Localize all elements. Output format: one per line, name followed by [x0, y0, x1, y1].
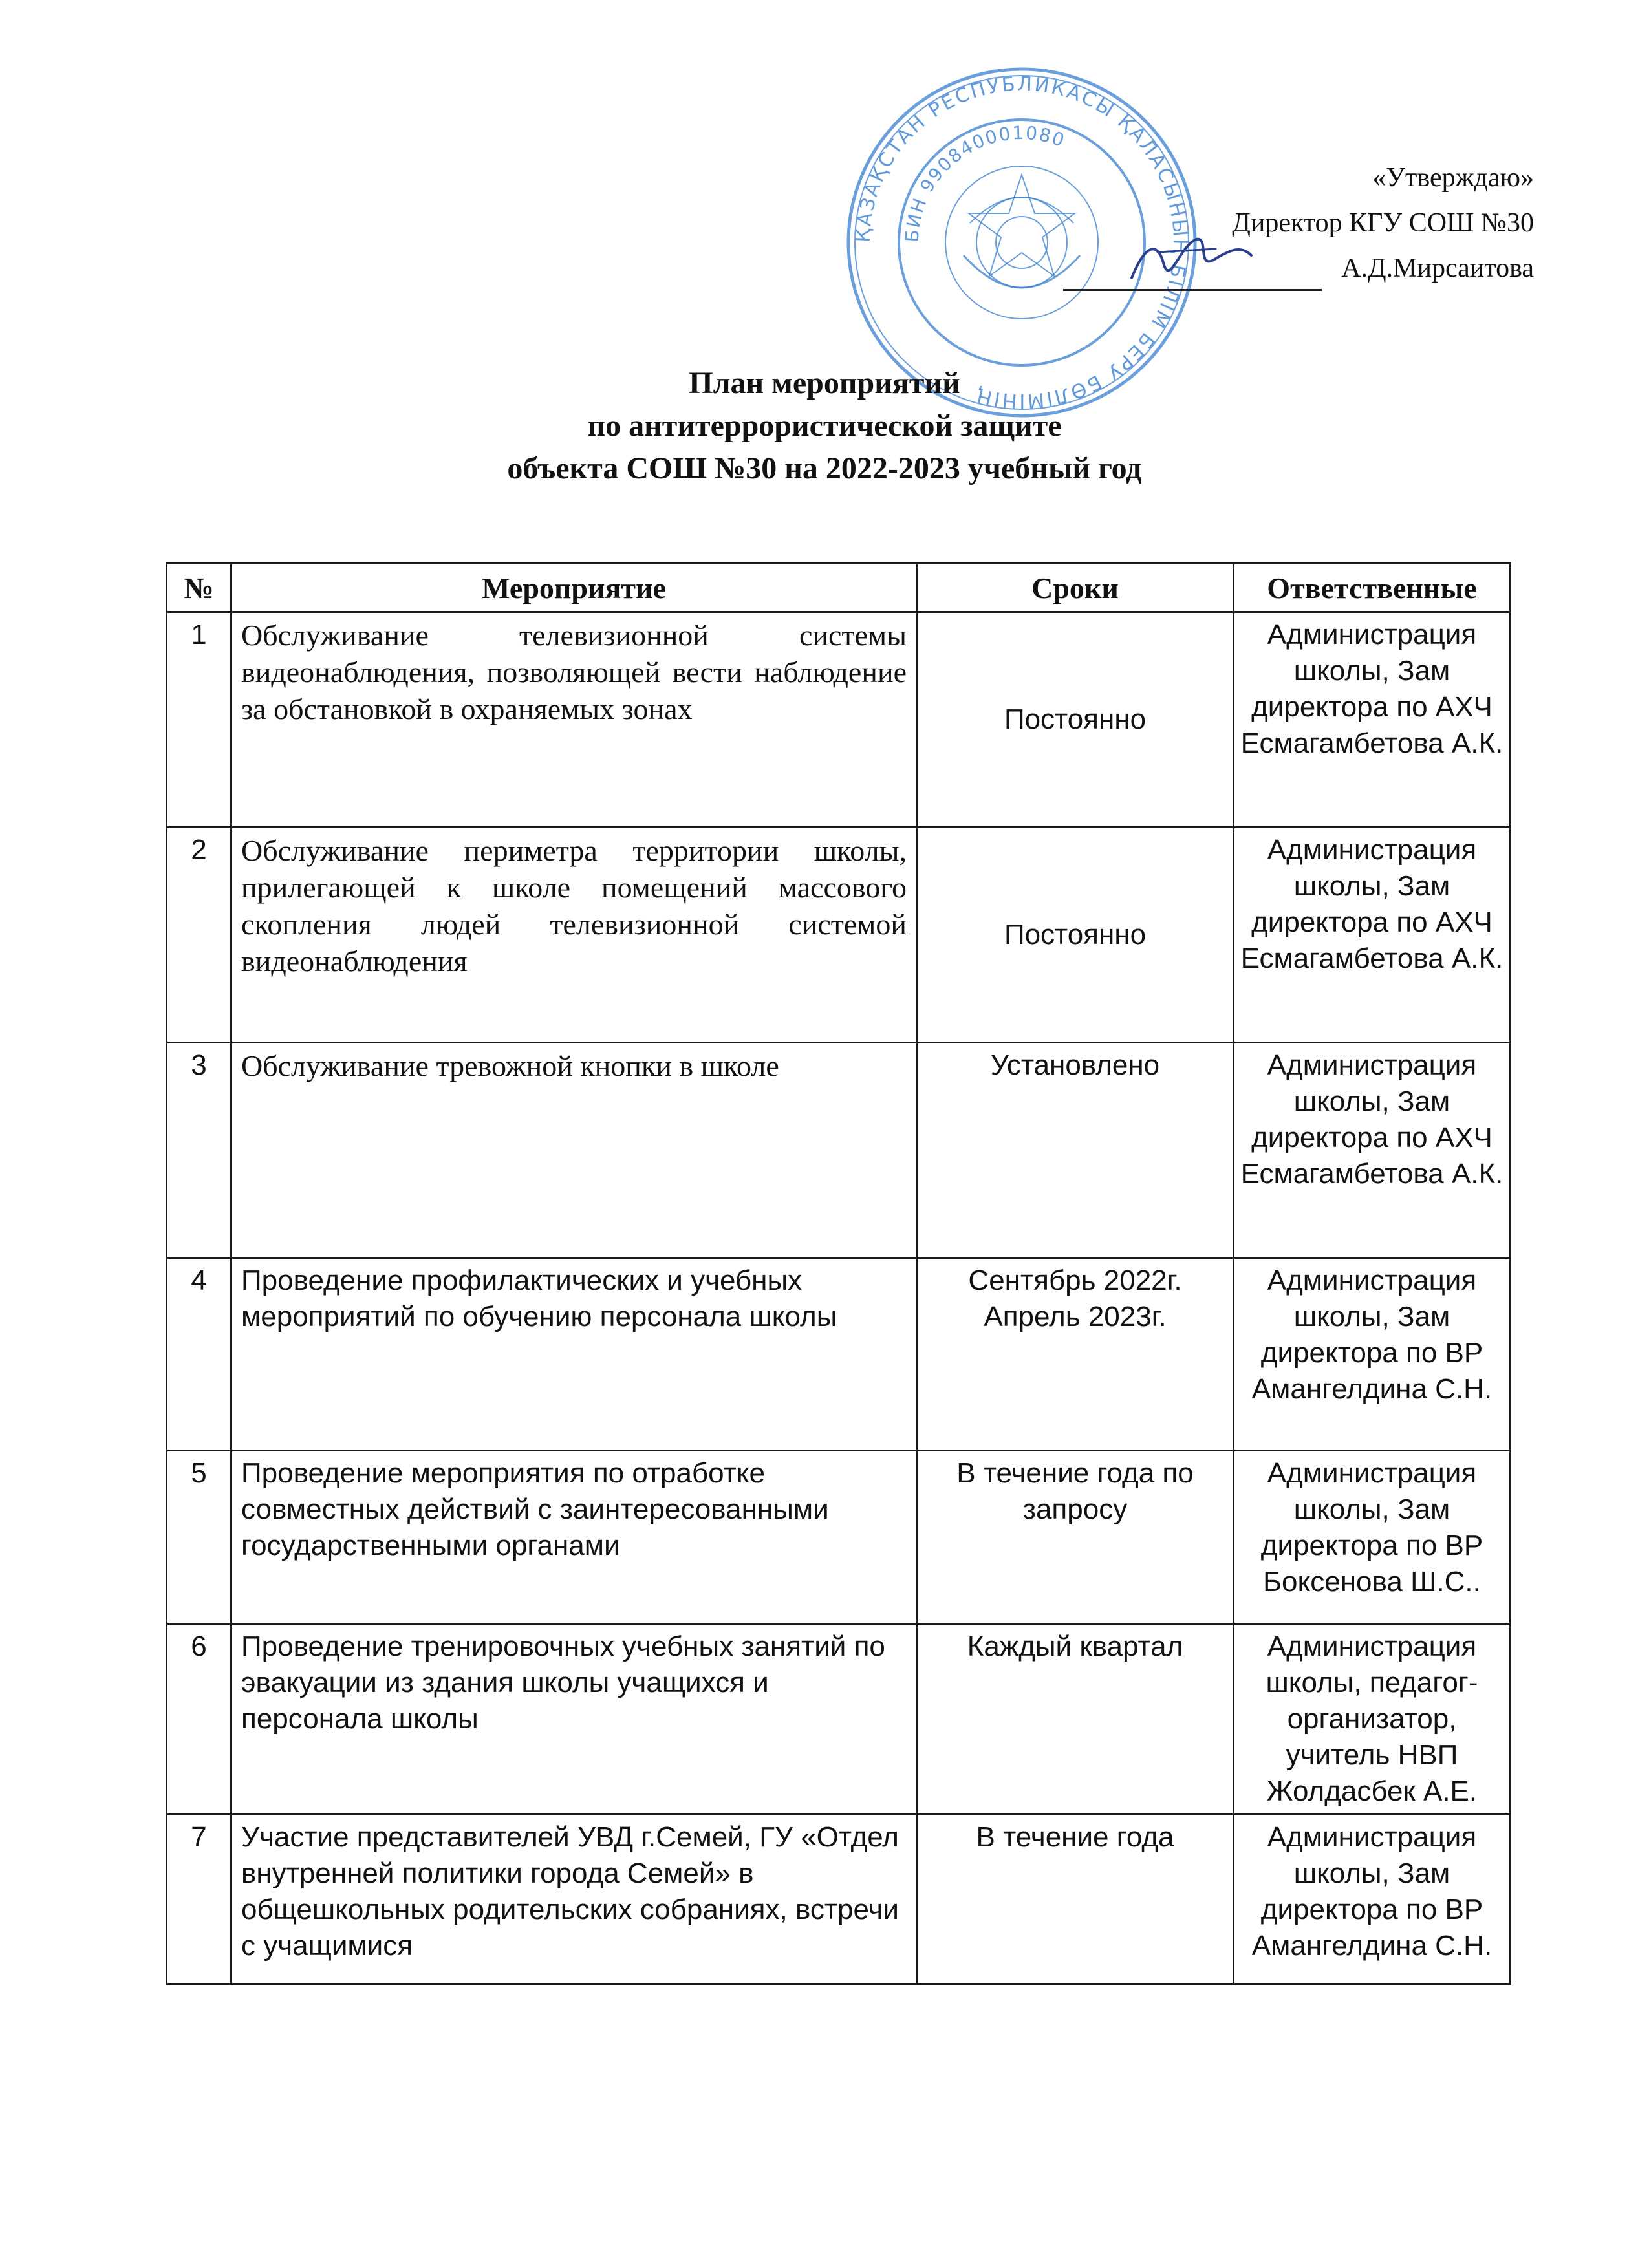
row-term: Постоянно	[917, 612, 1234, 828]
row-term: Установлено	[917, 1043, 1234, 1258]
row-num: 1	[167, 612, 232, 828]
row-responsible: Администрация школы, Зам директора по АХЧ Есмагамбетова А.К.	[1234, 828, 1511, 1043]
table-header-row	[167, 564, 1511, 612]
row-event: Проведение мероприятия по отработке совместных действий с заинтересованными государственными органами	[232, 1451, 917, 1624]
row-event: Обслуживание телевизионной системы видеонаблюдения, позволяющей вести наблюдение за обстановкой в охраняемых зонах	[232, 612, 917, 828]
row-responsible: Администрация школы, Зам директора по АХЧ Есмагамбетова А.К.	[1234, 612, 1511, 828]
title-line-3: объекта СОШ №30 на 2022-2023 учебный год	[507, 451, 1142, 486]
row-num: 5	[167, 1451, 232, 1624]
row-event: Участие представителей УВД г.Семей, ГУ «Отдел внутренней политики города Семей» в общешкольных родительских собраниях, встречи с учащимися	[232, 1815, 917, 1984]
row-term: Постоянно	[917, 828, 1234, 1043]
table-row	[167, 1043, 1511, 1258]
row-num: 3	[167, 1043, 232, 1258]
approve-label: «Утверждаю»	[1372, 163, 1534, 193]
title-line-2: по антитеррористической защите	[587, 409, 1062, 443]
header-term: Сроки	[917, 564, 1234, 612]
header-num: №	[167, 564, 232, 612]
table-row	[167, 1624, 1511, 1815]
row-term: Сентябрь 2022г. Апрель 2023г.	[917, 1258, 1234, 1451]
row-event: Проведение профилактических и учебных мероприятий по обучению персонала школы	[232, 1258, 917, 1451]
row-num: 7	[167, 1815, 232, 1984]
row-event: Обслуживание периметра территории школы, прилегающей к школе помещений массового скопления людей телевизионной системой видеонаблюдения	[232, 828, 917, 1043]
table-row	[167, 1451, 1511, 1624]
approver-position: Директор КГУ СОШ №30	[1232, 208, 1534, 238]
row-responsible: Администрация школы, педагог-организатор, учитель НВП Жолдасбек А.Е.	[1234, 1624, 1511, 1815]
row-responsible: Администрация школы, Зам директора по ВР Боксенова Ш.С..	[1234, 1451, 1511, 1624]
table-row	[167, 612, 1511, 828]
approver-name: А.Д.Мирсаитова	[1341, 253, 1534, 283]
title-line-1: План мероприятий	[689, 366, 960, 400]
row-responsible: Администрация школы, Зам директора по АХЧ Есмагамбетова А.К.	[1234, 1043, 1511, 1258]
row-term: В течение года	[917, 1815, 1234, 1984]
table-row	[167, 1815, 1511, 1984]
document-title	[0, 362, 1649, 490]
stamp-inner-text: БИН 990840001080	[901, 122, 1068, 243]
table-row	[167, 1258, 1511, 1451]
row-event: Обслуживание тревожной кнопки в школе	[232, 1043, 917, 1258]
row-term: Каждый квартал	[917, 1624, 1234, 1815]
stamp-outer-text: ҚАЗАҚСТАН РЕСПУБЛИКАСЫ ҚАЛАСЫНЫҢ БІЛІМ БЕРУ БӨЛІМІНІҢ	[852, 72, 1192, 412]
row-num: 6	[167, 1624, 232, 1815]
row-num: 4	[167, 1258, 232, 1451]
plan-table-wrapper	[166, 562, 1509, 1985]
row-term: В течение года по запросу	[917, 1451, 1234, 1624]
table-row	[167, 828, 1511, 1043]
row-event: Проведение тренировочных учебных занятий по эвакуации из здания школы учащихся и персонала школы	[232, 1624, 917, 1815]
row-responsible: Администрация школы, Зам директора по ВР Амангелдина С.Н.	[1234, 1258, 1511, 1451]
header-responsible: Ответственные	[1234, 564, 1511, 612]
header-event: Мероприятие	[232, 564, 917, 612]
row-num: 2	[167, 828, 232, 1043]
plan-table	[166, 562, 1511, 1985]
handwritten-signature-icon	[1119, 220, 1261, 297]
row-responsible: Администрация школы, Зам директора по ВР Амангелдина С.Н.	[1234, 1815, 1511, 1984]
